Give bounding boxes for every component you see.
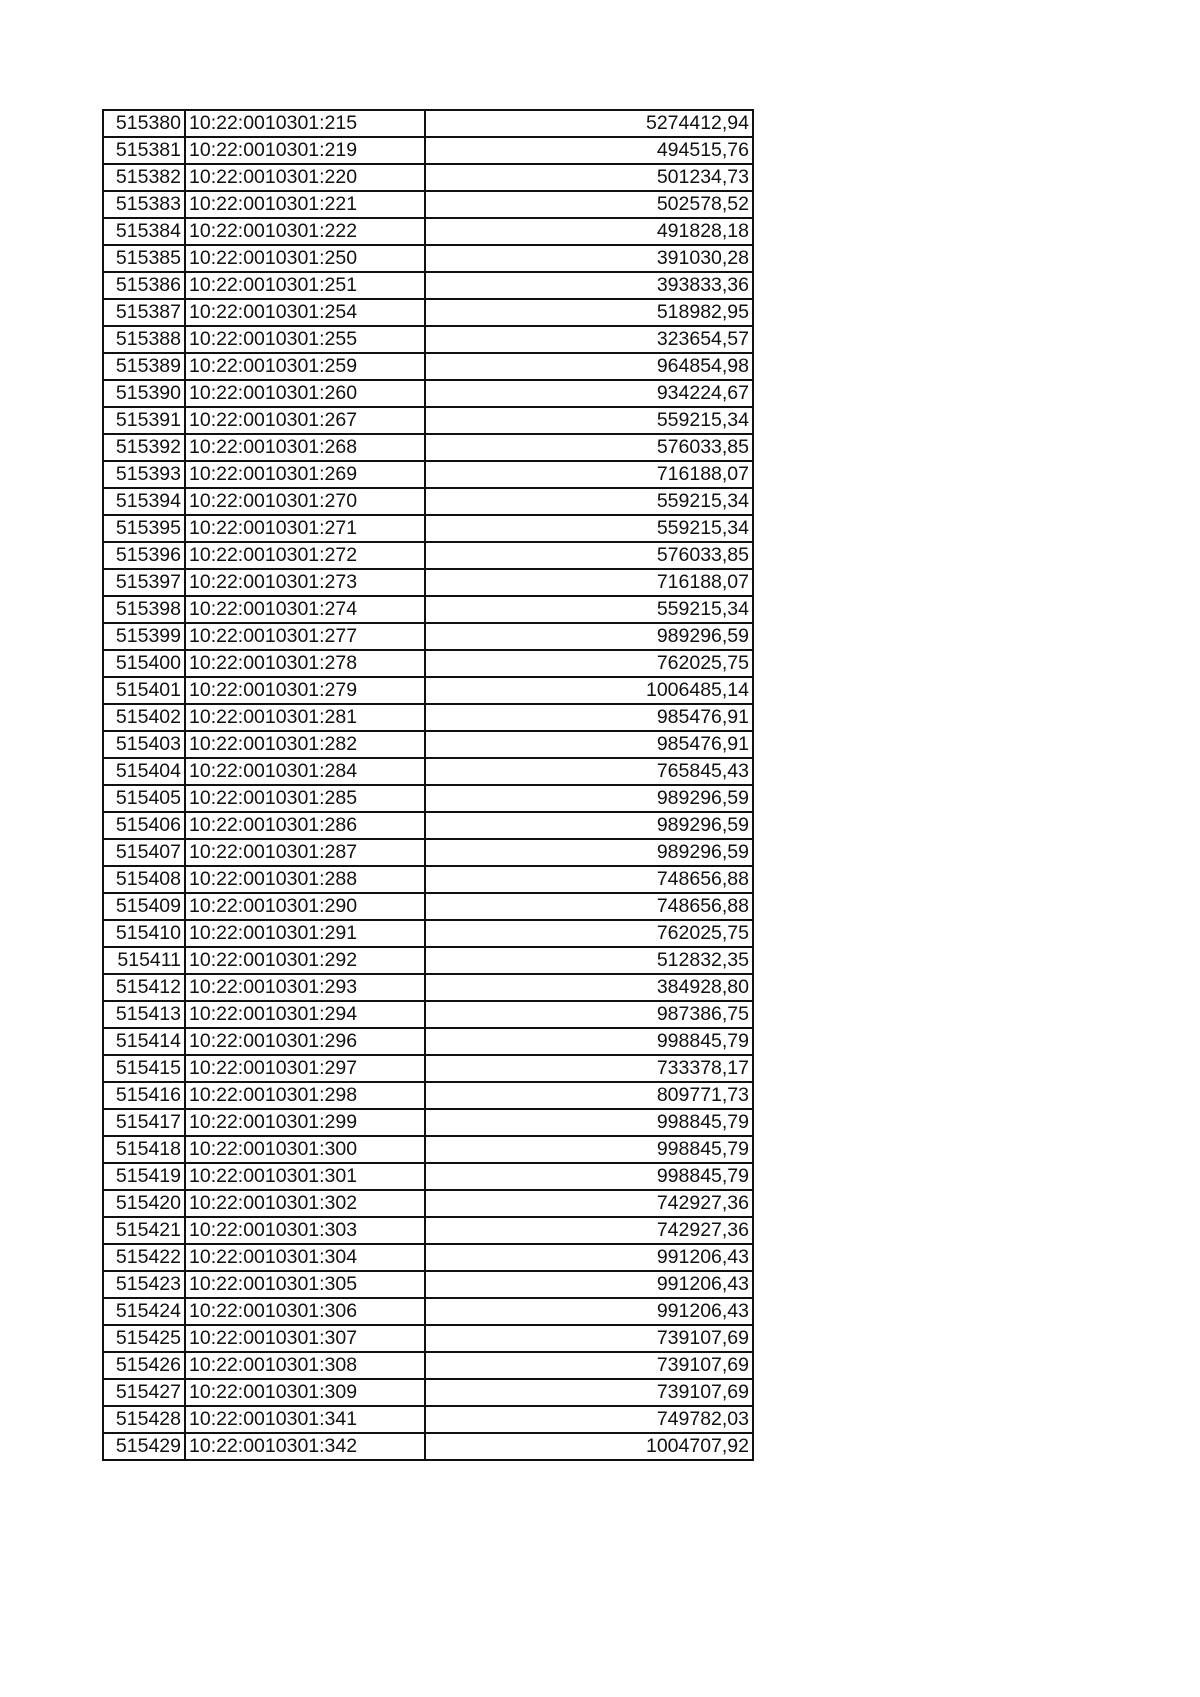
table-row	[103, 515, 753, 542]
table-row	[103, 731, 753, 758]
cadastral-number-cell: 10:22:0010301:294	[185, 1001, 425, 1028]
value-cell: 559215,34	[425, 488, 753, 515]
value-cell: 991206,43	[425, 1244, 753, 1271]
table-row	[103, 164, 753, 191]
value-cell: 512832,35	[425, 947, 753, 974]
cadastral-number-cell: 10:22:0010301:301	[185, 1163, 425, 1190]
cadastral-number-cell: 10:22:0010301:221	[185, 191, 425, 218]
table-row	[103, 326, 753, 353]
row-id-cell: 515383	[103, 191, 185, 218]
row-id-cell: 515429	[103, 1433, 185, 1460]
cadastral-number-cell: 10:22:0010301:222	[185, 218, 425, 245]
table-row	[103, 1298, 753, 1325]
table-row	[103, 1352, 753, 1379]
value-cell: 393833,36	[425, 272, 753, 299]
value-cell: 518982,95	[425, 299, 753, 326]
value-cell: 559215,34	[425, 407, 753, 434]
cadastral-number-cell: 10:22:0010301:273	[185, 569, 425, 596]
table-row	[103, 1055, 753, 1082]
value-cell: 964854,98	[425, 353, 753, 380]
row-id-cell: 515398	[103, 596, 185, 623]
cadastral-number-cell: 10:22:0010301:305	[185, 1271, 425, 1298]
row-id-cell: 515421	[103, 1217, 185, 1244]
table-row	[103, 839, 753, 866]
cadastral-number-cell: 10:22:0010301:341	[185, 1406, 425, 1433]
row-id-cell: 515415	[103, 1055, 185, 1082]
value-cell: 384928,80	[425, 974, 753, 1001]
cadastral-number-cell: 10:22:0010301:270	[185, 488, 425, 515]
cadastral-number-cell: 10:22:0010301:251	[185, 272, 425, 299]
value-cell: 733378,17	[425, 1055, 753, 1082]
cadastral-number-cell: 10:22:0010301:303	[185, 1217, 425, 1244]
cadastral-number-cell: 10:22:0010301:285	[185, 785, 425, 812]
value-cell: 742927,36	[425, 1190, 753, 1217]
table-row	[103, 1379, 753, 1406]
row-id-cell: 515397	[103, 569, 185, 596]
value-cell: 998845,79	[425, 1163, 753, 1190]
table-row	[103, 866, 753, 893]
cadastral-number-cell: 10:22:0010301:288	[185, 866, 425, 893]
value-cell: 742927,36	[425, 1217, 753, 1244]
row-id-cell: 515401	[103, 677, 185, 704]
cadastral-number-cell: 10:22:0010301:284	[185, 758, 425, 785]
data-table	[102, 109, 754, 1461]
cadastral-number-cell: 10:22:0010301:292	[185, 947, 425, 974]
table-row	[103, 191, 753, 218]
cadastral-number-cell: 10:22:0010301:269	[185, 461, 425, 488]
table-row	[103, 542, 753, 569]
value-cell: 5274412,94	[425, 110, 753, 137]
row-id-cell: 515413	[103, 1001, 185, 1028]
row-id-cell: 515380	[103, 110, 185, 137]
value-cell: 765845,43	[425, 758, 753, 785]
table-row	[103, 272, 753, 299]
value-cell: 1006485,14	[425, 677, 753, 704]
row-id-cell: 515427	[103, 1379, 185, 1406]
table-row	[103, 1244, 753, 1271]
table-row	[103, 596, 753, 623]
row-id-cell: 515425	[103, 1325, 185, 1352]
table-row	[103, 1163, 753, 1190]
cadastral-number-cell: 10:22:0010301:220	[185, 164, 425, 191]
table-row	[103, 1217, 753, 1244]
table-row	[103, 1136, 753, 1163]
cadastral-number-cell: 10:22:0010301:297	[185, 1055, 425, 1082]
table-row	[103, 1406, 753, 1433]
cadastral-number-cell: 10:22:0010301:255	[185, 326, 425, 353]
value-cell: 749782,03	[425, 1406, 753, 1433]
cadastral-number-cell: 10:22:0010301:259	[185, 353, 425, 380]
table-row	[103, 488, 753, 515]
table-row	[103, 407, 753, 434]
row-id-cell: 515410	[103, 920, 185, 947]
cadastral-number-cell: 10:22:0010301:268	[185, 434, 425, 461]
value-cell: 762025,75	[425, 650, 753, 677]
cadastral-number-cell: 10:22:0010301:286	[185, 812, 425, 839]
row-id-cell: 515396	[103, 542, 185, 569]
row-id-cell: 515405	[103, 785, 185, 812]
cadastral-number-cell: 10:22:0010301:281	[185, 704, 425, 731]
row-id-cell: 515426	[103, 1352, 185, 1379]
value-cell: 748656,88	[425, 893, 753, 920]
row-id-cell: 515428	[103, 1406, 185, 1433]
value-cell: 989296,59	[425, 623, 753, 650]
row-id-cell: 515403	[103, 731, 185, 758]
row-id-cell: 515417	[103, 1109, 185, 1136]
row-id-cell: 515394	[103, 488, 185, 515]
value-cell: 748656,88	[425, 866, 753, 893]
table-row	[103, 947, 753, 974]
value-cell: 985476,91	[425, 704, 753, 731]
row-id-cell: 515408	[103, 866, 185, 893]
cadastral-number-cell: 10:22:0010301:272	[185, 542, 425, 569]
table-row	[103, 920, 753, 947]
table-row	[103, 893, 753, 920]
value-cell: 991206,43	[425, 1271, 753, 1298]
value-cell: 989296,59	[425, 785, 753, 812]
value-cell: 1004707,92	[425, 1433, 753, 1460]
cadastral-number-cell: 10:22:0010301:219	[185, 137, 425, 164]
table-row	[103, 1001, 753, 1028]
value-cell: 559215,34	[425, 515, 753, 542]
value-cell: 576033,85	[425, 434, 753, 461]
cadastral-number-cell: 10:22:0010301:299	[185, 1109, 425, 1136]
cadastral-number-cell: 10:22:0010301:307	[185, 1325, 425, 1352]
cadastral-number-cell: 10:22:0010301:309	[185, 1379, 425, 1406]
row-id-cell: 515412	[103, 974, 185, 1001]
row-id-cell: 515391	[103, 407, 185, 434]
row-id-cell: 515402	[103, 704, 185, 731]
row-id-cell: 515406	[103, 812, 185, 839]
cadastral-number-cell: 10:22:0010301:298	[185, 1082, 425, 1109]
table-row	[103, 758, 753, 785]
cadastral-number-cell: 10:22:0010301:300	[185, 1136, 425, 1163]
row-id-cell: 515384	[103, 218, 185, 245]
table-row	[103, 110, 753, 137]
row-id-cell: 515386	[103, 272, 185, 299]
table-row	[103, 623, 753, 650]
row-id-cell: 515400	[103, 650, 185, 677]
value-cell: 809771,73	[425, 1082, 753, 1109]
row-id-cell: 515418	[103, 1136, 185, 1163]
value-cell: 391030,28	[425, 245, 753, 272]
value-cell: 989296,59	[425, 812, 753, 839]
table-row	[103, 1190, 753, 1217]
row-id-cell: 515389	[103, 353, 185, 380]
row-id-cell: 515390	[103, 380, 185, 407]
cadastral-number-cell: 10:22:0010301:282	[185, 731, 425, 758]
cadastral-number-cell: 10:22:0010301:290	[185, 893, 425, 920]
cadastral-number-cell: 10:22:0010301:260	[185, 380, 425, 407]
value-cell: 739107,69	[425, 1379, 753, 1406]
row-id-cell: 515393	[103, 461, 185, 488]
cadastral-number-cell: 10:22:0010301:279	[185, 677, 425, 704]
cadastral-number-cell: 10:22:0010301:308	[185, 1352, 425, 1379]
value-cell: 987386,75	[425, 1001, 753, 1028]
row-id-cell: 515411	[103, 947, 185, 974]
table-row	[103, 677, 753, 704]
table-row	[103, 650, 753, 677]
row-id-cell: 515392	[103, 434, 185, 461]
row-id-cell: 515399	[103, 623, 185, 650]
row-id-cell: 515414	[103, 1028, 185, 1055]
cadastral-number-cell: 10:22:0010301:271	[185, 515, 425, 542]
table-row	[103, 1325, 753, 1352]
cadastral-number-cell: 10:22:0010301:306	[185, 1298, 425, 1325]
row-id-cell: 515388	[103, 326, 185, 353]
value-cell: 998845,79	[425, 1028, 753, 1055]
value-cell: 502578,52	[425, 191, 753, 218]
value-cell: 494515,76	[425, 137, 753, 164]
cadastral-number-cell: 10:22:0010301:278	[185, 650, 425, 677]
row-id-cell: 515404	[103, 758, 185, 785]
value-cell: 491828,18	[425, 218, 753, 245]
table-row	[103, 299, 753, 326]
table-row	[103, 1109, 753, 1136]
table-row	[103, 1433, 753, 1460]
cadastral-number-cell: 10:22:0010301:267	[185, 407, 425, 434]
table-row	[103, 569, 753, 596]
cadastral-number-cell: 10:22:0010301:250	[185, 245, 425, 272]
row-id-cell: 515416	[103, 1082, 185, 1109]
row-id-cell: 515422	[103, 1244, 185, 1271]
value-cell: 985476,91	[425, 731, 753, 758]
row-id-cell: 515382	[103, 164, 185, 191]
table-row	[103, 137, 753, 164]
value-cell: 739107,69	[425, 1352, 753, 1379]
table-row	[103, 812, 753, 839]
row-id-cell: 515387	[103, 299, 185, 326]
value-cell: 762025,75	[425, 920, 753, 947]
table-row	[103, 974, 753, 1001]
value-cell: 998845,79	[425, 1136, 753, 1163]
cadastral-number-cell: 10:22:0010301:304	[185, 1244, 425, 1271]
value-cell: 991206,43	[425, 1298, 753, 1325]
table-body	[103, 110, 753, 1460]
value-cell: 323654,57	[425, 326, 753, 353]
value-cell: 716188,07	[425, 461, 753, 488]
value-cell: 501234,73	[425, 164, 753, 191]
value-cell: 998845,79	[425, 1109, 753, 1136]
table-row	[103, 1028, 753, 1055]
cadastral-number-cell: 10:22:0010301:291	[185, 920, 425, 947]
table-row	[103, 245, 753, 272]
cadastral-number-cell: 10:22:0010301:277	[185, 623, 425, 650]
row-id-cell: 515424	[103, 1298, 185, 1325]
value-cell: 576033,85	[425, 542, 753, 569]
row-id-cell: 515409	[103, 893, 185, 920]
row-id-cell: 515407	[103, 839, 185, 866]
cadastral-number-cell: 10:22:0010301:342	[185, 1433, 425, 1460]
table-row	[103, 353, 753, 380]
row-id-cell: 515423	[103, 1271, 185, 1298]
row-id-cell: 515419	[103, 1163, 185, 1190]
table-row	[103, 218, 753, 245]
cadastral-number-cell: 10:22:0010301:296	[185, 1028, 425, 1055]
cadastral-number-cell: 10:22:0010301:215	[185, 110, 425, 137]
value-cell: 934224,67	[425, 380, 753, 407]
cadastral-number-cell: 10:22:0010301:274	[185, 596, 425, 623]
row-id-cell: 515381	[103, 137, 185, 164]
table-row	[103, 380, 753, 407]
row-id-cell: 515395	[103, 515, 185, 542]
cadastral-number-cell: 10:22:0010301:302	[185, 1190, 425, 1217]
cadastral-number-cell: 10:22:0010301:254	[185, 299, 425, 326]
value-cell: 989296,59	[425, 839, 753, 866]
table-row	[103, 434, 753, 461]
table-row	[103, 704, 753, 731]
cadastral-number-cell: 10:22:0010301:293	[185, 974, 425, 1001]
table-row	[103, 461, 753, 488]
table-row	[103, 1271, 753, 1298]
row-id-cell: 515420	[103, 1190, 185, 1217]
row-id-cell: 515385	[103, 245, 185, 272]
cadastral-number-cell: 10:22:0010301:287	[185, 839, 425, 866]
table-row	[103, 785, 753, 812]
value-cell: 716188,07	[425, 569, 753, 596]
value-cell: 739107,69	[425, 1325, 753, 1352]
table-row	[103, 1082, 753, 1109]
value-cell: 559215,34	[425, 596, 753, 623]
